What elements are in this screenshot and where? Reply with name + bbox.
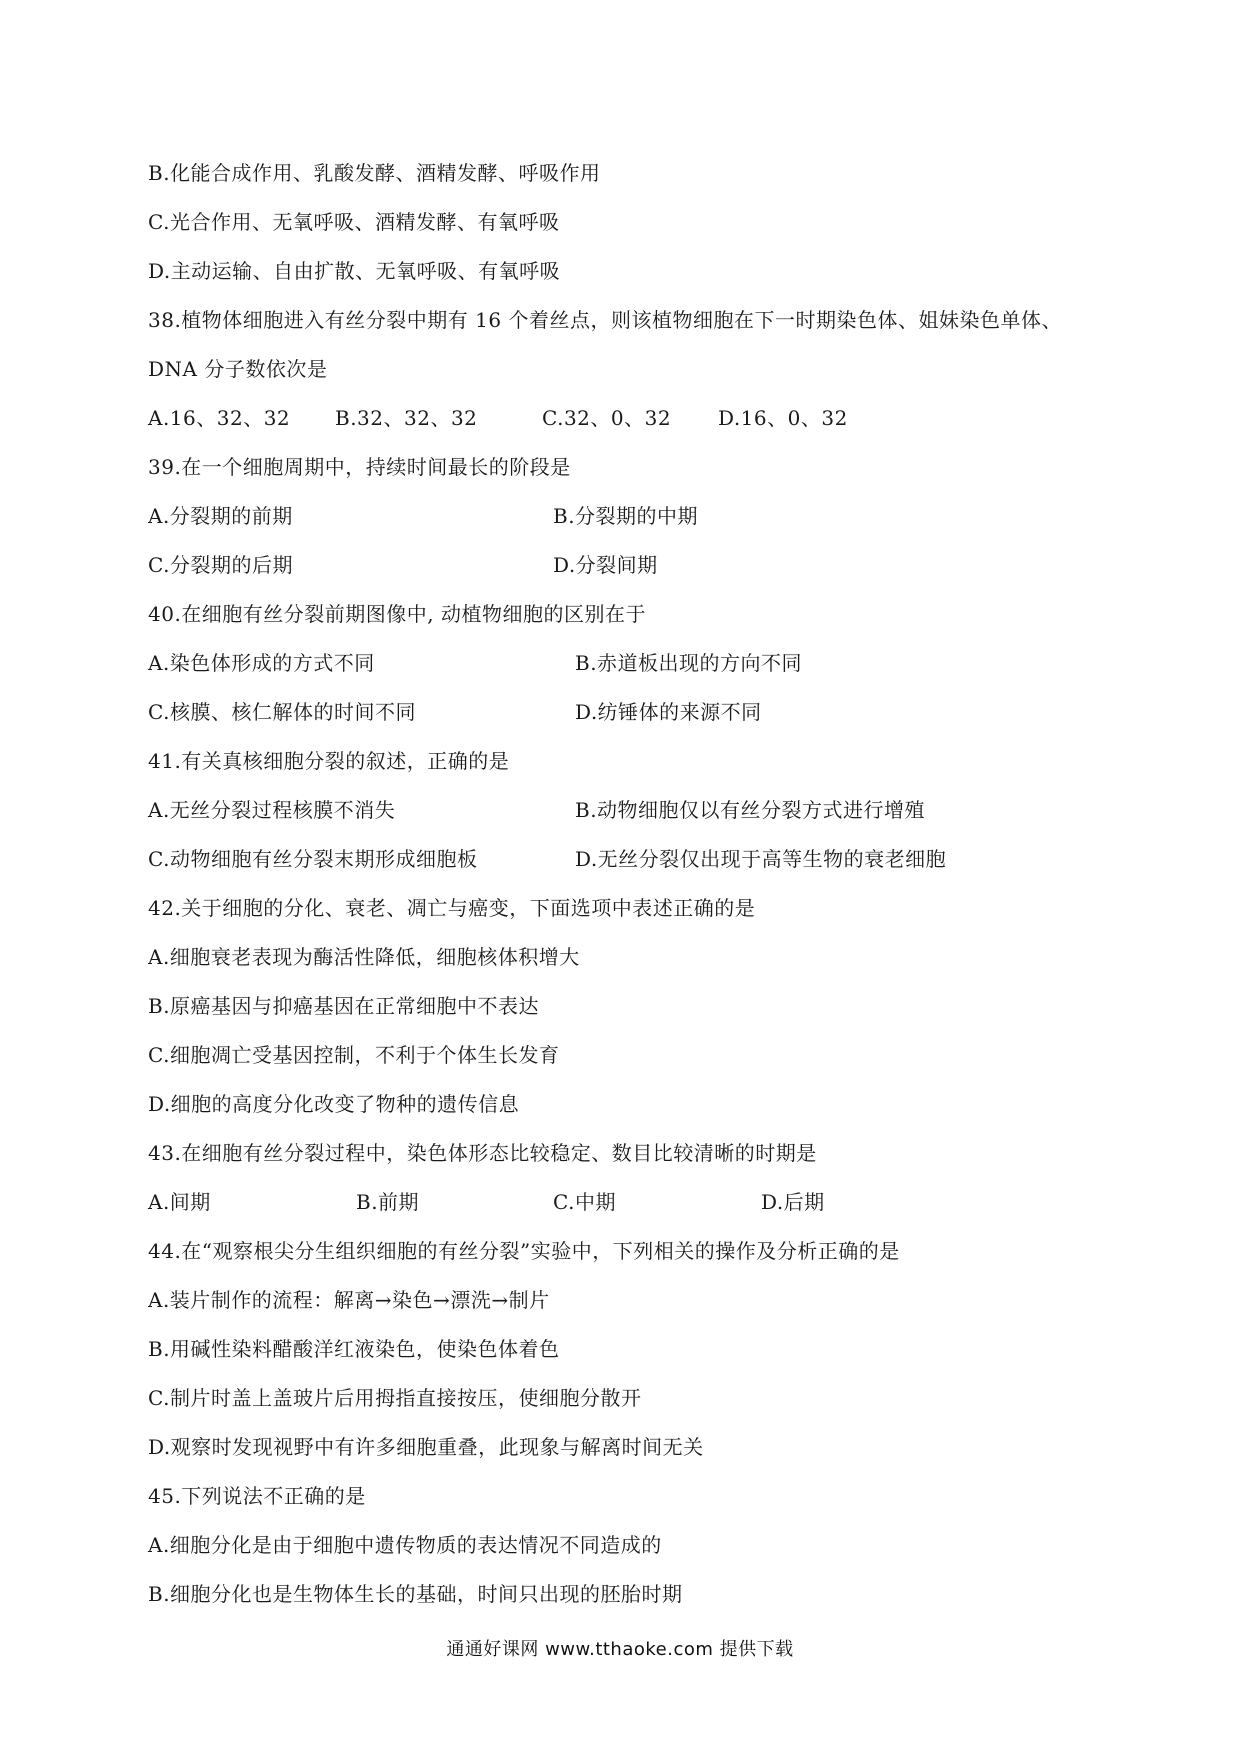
q40-stem: 40.在细胞有丝分裂前期图像中, 动植物细胞的区别在于 xyxy=(148,602,647,626)
q41-option-a: A.无丝分裂过程核膜不消失 xyxy=(148,798,396,822)
q44-option-c: C.制片时盖上盖玻片后用拇指直接按压，使细胞分散开 xyxy=(148,1386,642,1410)
q38-option-c: C.32、0、32 xyxy=(542,406,672,430)
q43-option-d: D.后期 xyxy=(761,1190,825,1214)
q39-option-c: C.分裂期的后期 xyxy=(148,553,293,577)
q42-option-c: C.细胞凋亡受基因控制，不利于个体生长发育 xyxy=(148,1043,560,1067)
q41-option-d: D.无丝分裂仅出现于高等生物的衰老细胞 xyxy=(575,847,947,871)
q40-option-d: D.纺锤体的来源不同 xyxy=(575,700,762,724)
q38-stem-line2: DNA 分子数依次是 xyxy=(148,357,328,381)
q39-option-b: B.分裂期的中期 xyxy=(553,504,699,528)
q42-option-a: A.细胞衰老表现为酶活性降低，细胞核体积增大 xyxy=(148,945,580,969)
q43-option-a: A.间期 xyxy=(148,1190,211,1214)
q44-stem: 44.在“观察根尖分生组织细胞的有丝分裂”实验中，下列相关的操作及分析正确的是 xyxy=(148,1239,900,1263)
q43-stem: 43.在细胞有丝分裂过程中，染色体形态比较稳定、数目比较清晰的时期是 xyxy=(148,1141,817,1165)
q38-stem-line1: 38.植物体细胞进入有丝分裂中期有 16 个着丝点，则该植物细胞在下一时期染色体、姐妹染色单体、 xyxy=(148,308,1062,332)
q38-option-d: D.16、0、32 xyxy=(718,406,848,430)
q41-option-c: C.动物细胞有丝分裂末期形成细胞板 xyxy=(148,847,478,871)
q41-stem: 41.有关真核细胞分裂的叙述，正确的是 xyxy=(148,749,510,773)
q38-option-a: A.16、32、32 xyxy=(148,406,291,430)
q45-option-b: B.细胞分化也是生物体生长的基础，时间只出现的胚胎时期 xyxy=(148,1582,683,1606)
q37-option-c: C.光合作用、无氧呼吸、酒精发酵、有氧呼吸 xyxy=(148,210,560,234)
q39-option-a: A.分裂期的前期 xyxy=(148,504,293,528)
q44-option-b: B.用碱性染料醋酸洋红液染色，使染色体着色 xyxy=(148,1337,560,1361)
q41-option-b: B.动物细胞仅以有丝分裂方式进行增殖 xyxy=(575,798,926,822)
q40-option-b: B.赤道板出现的方向不同 xyxy=(575,651,803,675)
q37-option-d: D.主动运输、自由扩散、无氧呼吸、有氧呼吸 xyxy=(148,259,561,283)
q42-option-d: D.细胞的高度分化改变了物种的遗传信息 xyxy=(148,1092,520,1116)
q45-stem: 45.下列说法不正确的是 xyxy=(148,1484,366,1508)
page-footer: 通通好课网 www.tthaoke.com 提供下载 xyxy=(446,1639,794,1660)
q39-stem: 39.在一个细胞周期中，持续时间最长的阶段是 xyxy=(148,455,571,479)
q43-option-b: B.前期 xyxy=(356,1190,420,1214)
q38-option-b: B.32、32、32 xyxy=(335,406,478,430)
q42-stem: 42.关于细胞的分化、衰老、凋亡与癌变，下面选项中表述正确的是 xyxy=(148,896,756,920)
q39-option-d: D.分裂间期 xyxy=(553,553,658,577)
q44-option-d: D.观察时发现视野中有许多细胞重叠，此现象与解离时间无关 xyxy=(148,1435,704,1459)
q45-option-a: A.细胞分化是由于细胞中遗传物质的表达情况不同造成的 xyxy=(148,1533,662,1557)
q43-option-c: C.中期 xyxy=(553,1190,616,1214)
q42-option-b: B.原癌基因与抑癌基因在正常细胞中不表达 xyxy=(148,994,540,1018)
q37-option-b: B.化能合成作用、乳酸发酵、酒精发酵、呼吸作用 xyxy=(148,161,601,185)
q40-option-c: C.核膜、核仁解体的时间不同 xyxy=(148,700,416,724)
q44-option-a: A.装片制作的流程：解离→染色→漂洗→制片 xyxy=(148,1288,550,1312)
q40-option-a: A.染色体形成的方式不同 xyxy=(148,651,375,675)
